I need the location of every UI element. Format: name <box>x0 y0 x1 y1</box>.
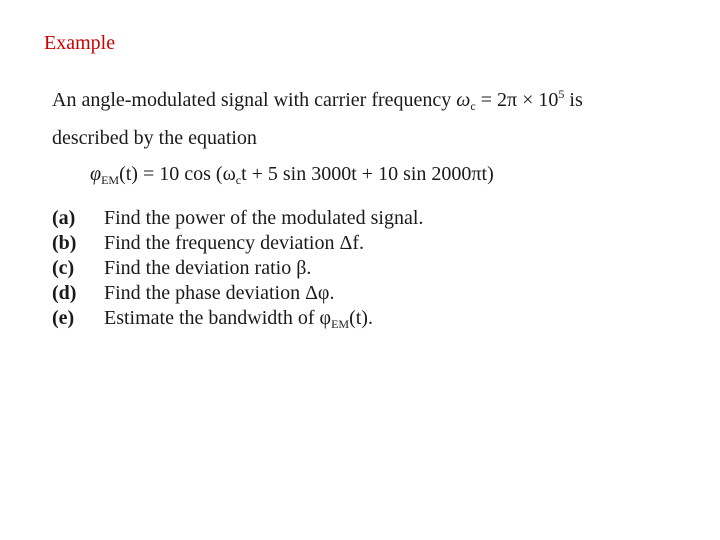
part-text: Find the deviation ratio β. <box>104 257 312 279</box>
problem-statement <box>52 78 682 337</box>
part-text: Estimate the bandwidth of $\varphi_{EM}(t)$. <box>104 307 373 331</box>
part-label: (e) <box>52 307 75 329</box>
intro-text: An angle-modulated signal with carrier frequency <box>52 89 452 111</box>
part-label: (a) <box>52 207 76 229</box>
carrier-symbol: $\omega_c$ <box>456 89 476 113</box>
carrier-value: = $2\pi \times 10^5$ <box>480 87 565 111</box>
part-b <box>52 231 682 256</box>
part-text: Find the phase deviation Δφ. <box>104 282 335 304</box>
part-label: (d) <box>52 282 77 304</box>
equation-lhs: $\varphi_{EM}(t)$ <box>90 163 138 187</box>
part-text: Find the power of the modulated signal. <box>104 207 424 229</box>
part-text: Find the frequency deviation Δf. <box>104 232 365 254</box>
intro-line-end: is <box>569 89 583 111</box>
part-label: (c) <box>52 257 75 279</box>
intro-line-1 <box>52 78 682 122</box>
part-e <box>52 306 682 337</box>
intro-line-2: described by the equation <box>52 127 257 149</box>
part-d <box>52 281 682 306</box>
question-parts <box>52 206 682 337</box>
equation <box>90 158 682 196</box>
equation-rhs: = 10 $\cos (\omega_ct + 5$ sin 3000t + 10 sin 2000πt) <box>142 163 494 187</box>
part-a <box>52 206 682 231</box>
part-label: (b) <box>52 232 77 254</box>
slide-title: Example <box>44 32 116 54</box>
part-c <box>52 256 682 281</box>
